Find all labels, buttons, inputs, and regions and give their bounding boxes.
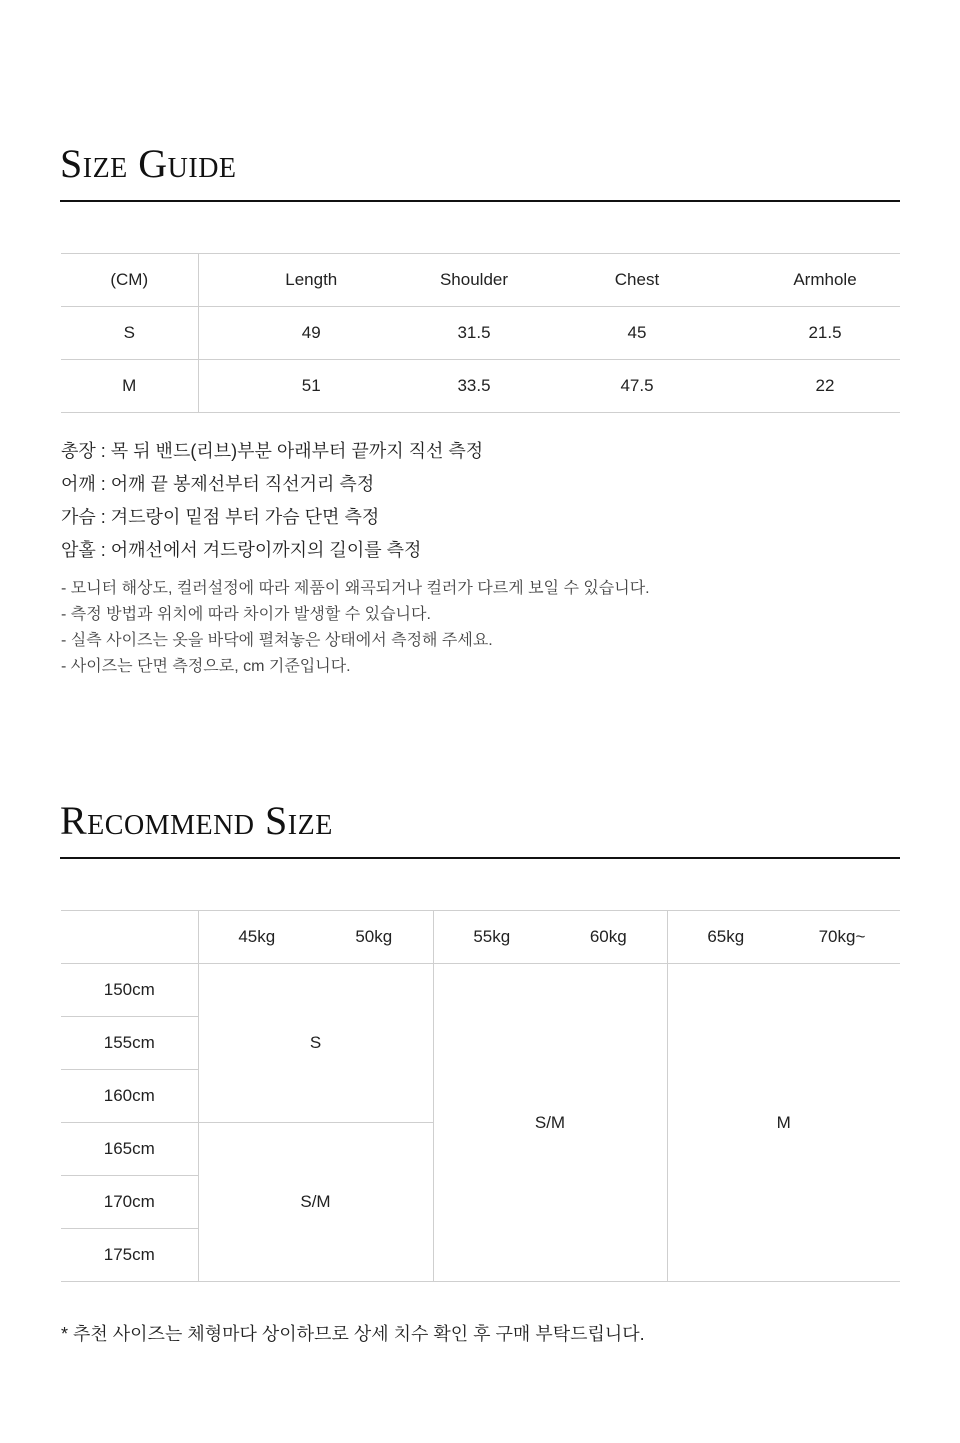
table-row (61, 307, 900, 360)
recommend-cell-m: M (667, 964, 900, 1282)
unit-header: (CM) (61, 254, 198, 307)
chest-value: 45 (524, 307, 750, 360)
recommend-cell-sm-center: S/M (433, 964, 667, 1282)
armhole-value: 22 (750, 360, 900, 413)
length-value: 51 (198, 360, 424, 413)
height-label: 160cm (61, 1070, 198, 1123)
list-item: - 측정 방법과 위치에 따라 차이가 발생할 수 있습니다. (61, 606, 431, 623)
armhole-value: 21.5 (750, 307, 900, 360)
height-label: 155cm (61, 1017, 198, 1070)
list-item: - 실측 사이즈는 옷을 바닥에 펼쳐놓은 상태에서 측정해 주세요. (61, 632, 493, 649)
size-label: S (61, 307, 198, 360)
recommend-cell-sm-left: S/M (198, 1123, 433, 1282)
length-header: Length (198, 254, 424, 307)
size-table-header-row (61, 254, 900, 307)
chest-header: Chest (524, 254, 750, 307)
shoulder-value: 33.5 (424, 360, 524, 413)
recommend-cell-s: S (198, 964, 433, 1123)
list-item: 총장 : 목 뒤 밴드(리브)부분 아래부터 끝까지 직선 측정 (61, 441, 484, 461)
weight-header: 65kg (667, 911, 784, 964)
list-item: 암홀 : 어깨선에서 겨드랑이까지의 길이를 측정 (61, 540, 422, 560)
size-guide-table (61, 253, 900, 413)
height-label: 175cm (61, 1229, 198, 1282)
size-label: M (61, 360, 198, 413)
size-guide-divider (60, 200, 900, 202)
table-row (61, 964, 900, 1017)
height-label: 170cm (61, 1176, 198, 1229)
length-value: 49 (198, 307, 424, 360)
empty-corner-cell (61, 911, 198, 964)
weight-header: 45kg (198, 911, 315, 964)
height-label: 150cm (61, 964, 198, 1017)
table-row (61, 360, 900, 413)
weight-header: 70kg~ (784, 911, 900, 964)
weight-header: 60kg (550, 911, 667, 964)
armhole-header: Armhole (750, 254, 900, 307)
recommend-size-divider (60, 857, 900, 859)
recommend-footnote: * 추천 사이즈는 체형마다 상이하므로 상세 치수 확인 후 구매 부탁드립니다. (61, 1324, 645, 1344)
list-item: - 사이즈는 단면 측정으로, cm 기준입니다. (61, 658, 351, 675)
chest-value: 47.5 (524, 360, 750, 413)
weight-header-row (61, 911, 900, 964)
shoulder-header: Shoulder (424, 254, 524, 307)
shoulder-value: 31.5 (424, 307, 524, 360)
disclaimer-notes (61, 576, 650, 680)
recommend-size-table (61, 910, 900, 1282)
height-label: 165cm (61, 1123, 198, 1176)
list-item: - 모니터 해상도, 컬러설정에 따라 제품이 왜곡되거나 컬러가 다르게 보일 수 있습니다. (61, 580, 650, 597)
list-item: 어깨 : 어깨 끝 봉제선부터 직선거리 측정 (61, 474, 375, 494)
weight-header: 55kg (433, 911, 550, 964)
list-item: 가슴 : 겨드랑이 밑점 부터 가슴 단면 측정 (61, 507, 380, 527)
size-guide-title: Size Guide (60, 141, 237, 186)
recommend-size-title: Recommend Size (60, 798, 333, 843)
measurement-notes (61, 435, 483, 567)
weight-header: 50kg (315, 911, 433, 964)
